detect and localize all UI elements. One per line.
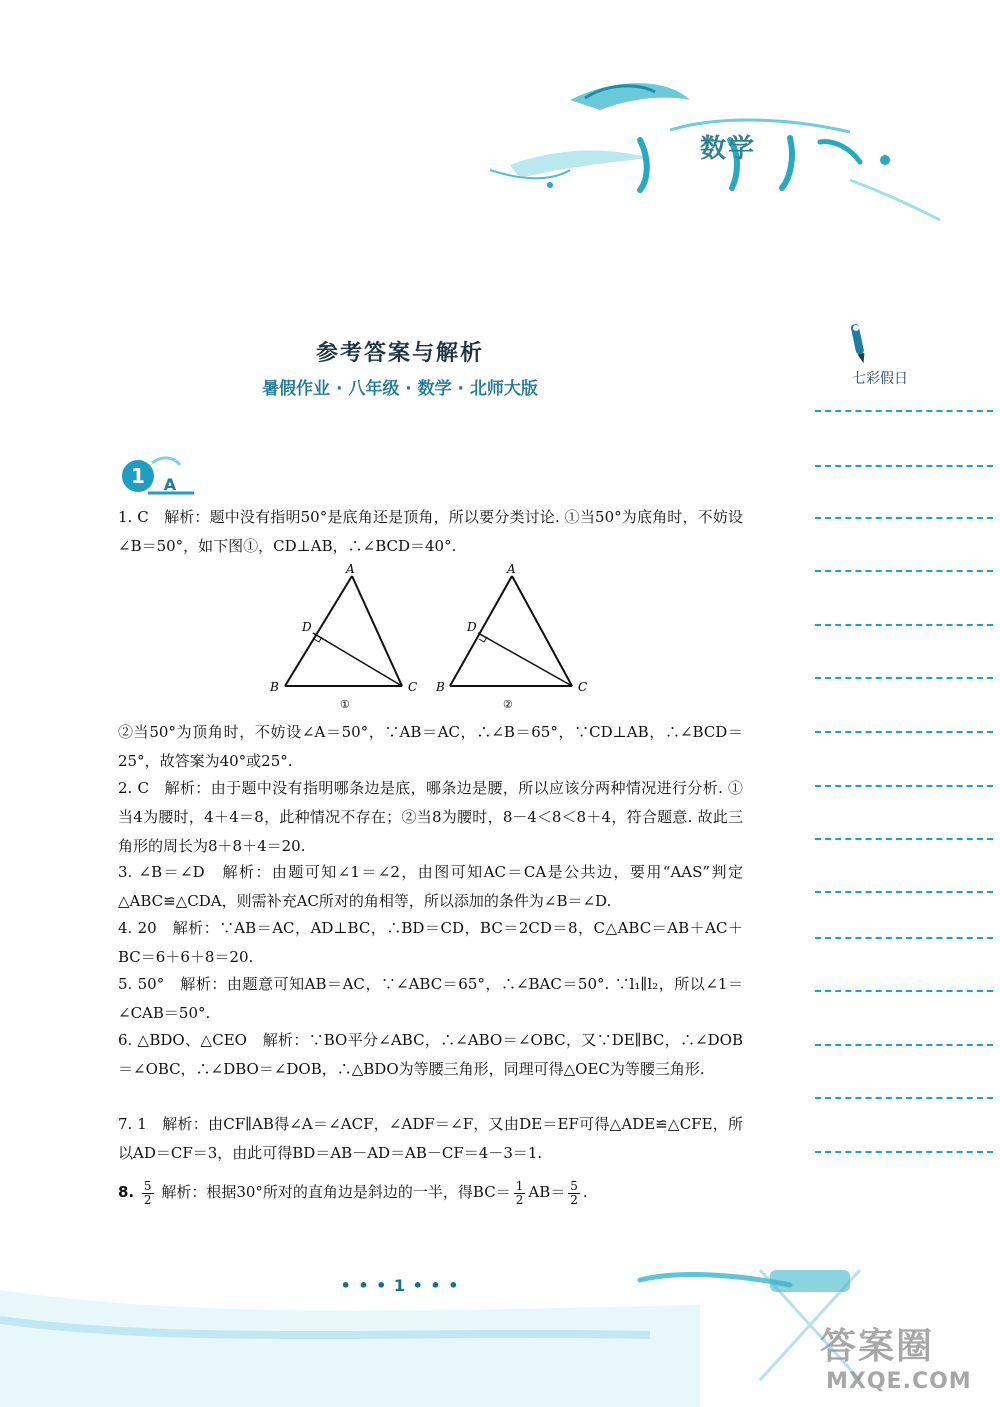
note-line <box>815 624 993 626</box>
triangle-figures <box>260 560 600 720</box>
watermark-url: MXQE.COM <box>826 1369 972 1394</box>
answer-1a: 1. C 解析：题中没有指明50°是底角还是顶角，所以要分类讨论. ①当50°为底角时，不妨设∠B＝50°，如下图①，CD⊥AB，∴∠BCD＝40°. <box>118 508 743 555</box>
note-line <box>815 731 993 733</box>
section-badge <box>118 453 198 499</box>
answer-6: 6. △BDO、△CEO 解析：∵BO平分∠ABC，∴∠ABO＝∠OBC，又∵DE∥BC，∴∠DOB＝∠OBC，∴∠DBO＝∠DOB，∴△BDO为等腰三角形，同理可得△OEC为等腰三角形. <box>118 1031 743 1078</box>
answer-2: 2. C 解析：由于题中没有指明哪条边是底，哪条边是腰，所以应该分两种情况进行分析. ①当4为腰时，4＋4＝8，此种情况不存在；②当8为腰时，8－4＜8＜8＋4，符合题意. 故此三角形的周长为8＋8＋4＝20. <box>118 779 743 855</box>
brand-label: 七彩假日 <box>852 371 908 387</box>
page-title: 参考答案与解析 <box>315 341 484 366</box>
answer-4: 4. 20 解析：∵AB＝AC，AD⊥BC，∴BD＝CD，BC＝2CD＝8，C△ABC＝AB＋AC＋BC＝6＋6＋8＝20. <box>118 919 743 966</box>
label-b: B <box>436 680 445 694</box>
figure-1 <box>269 562 417 711</box>
note-line <box>815 410 993 412</box>
pen-icon <box>848 322 868 366</box>
answer-8-text: 解析：根据30°所对的直角边是斜边的一半，得BC＝ <box>161 1183 511 1201</box>
label-a: A <box>507 562 516 576</box>
subject-label: 数学 <box>700 134 757 164</box>
note-line <box>815 785 993 787</box>
answer-8-number: 8. <box>118 1183 135 1201</box>
answer-3: 3. ∠B＝∠D 解析：由题可知∠1＝∠2，由图可知AC＝CA是公共边，要用“AAS”判定△ABC≌△CDA，则需补充AC所对的角相等，所以添加的条件为∠B＝∠D. <box>118 863 743 910</box>
page-subtitle: 暑假作业 · 八年级 · 数学 · 北师大版 <box>262 379 538 399</box>
watermark-main: 答案圈 <box>820 1326 935 1367</box>
note-line <box>815 1097 993 1099</box>
note-line <box>815 937 993 939</box>
label-d: D <box>467 620 477 634</box>
label-b: B <box>270 680 279 694</box>
answer-7: 7. 1 解析：由CF∥AB得∠A＝∠ACF，∠ADF＝∠F，又由DE＝EF可得△ADE≌△CFE，所以AD＝CF＝3，由此可得BD＝AB－AD＝AB－CF＝4－3＝1. <box>118 1115 743 1162</box>
note-line <box>815 465 993 467</box>
figure-2 <box>435 562 587 711</box>
page-number: • • • 1 • • • <box>340 1276 460 1295</box>
note-line <box>815 570 993 572</box>
note-line <box>815 517 993 519</box>
watermark <box>820 1318 972 1394</box>
answer-8-mid: AB＝ <box>528 1183 566 1201</box>
note-line <box>815 891 993 893</box>
label-a: A <box>346 562 355 576</box>
caption-1: ① <box>340 698 350 711</box>
label-d: D <box>302 620 312 634</box>
note-line <box>815 677 993 679</box>
answer-5: 5. 50° 解析：由题意可知AB＝AC，∵∠ABC＝65°，∴∠BAC＝50°. ∵l₁∥l₂，所以∠1＝∠CAB＝50°. <box>118 975 743 1022</box>
answer-8-end: . <box>582 1183 588 1201</box>
answer-1b: ②当50°为顶角时，不妨设∠A＝50°，∵AB＝AC，∴∠B＝65°，∵CD⊥AB，∴∠BCD＝25°，故答案为40°或25°. <box>118 723 743 770</box>
note-line <box>815 838 993 840</box>
note-line <box>815 1151 993 1153</box>
fraction: $\frac{5}{2}$ <box>570 1178 578 1207</box>
caption-2: ② <box>503 698 513 711</box>
note-line <box>815 1044 993 1046</box>
fraction: $\frac{1}{2}$ <box>515 1178 524 1207</box>
answer-8 <box>118 1178 743 1207</box>
label-c: C <box>408 680 418 694</box>
fraction: $\frac{5}{2}$ <box>143 1178 152 1207</box>
section-number: 1 <box>131 464 145 488</box>
label-c: C <box>578 680 588 694</box>
section-letter: A <box>163 475 177 494</box>
note-line <box>815 990 993 992</box>
